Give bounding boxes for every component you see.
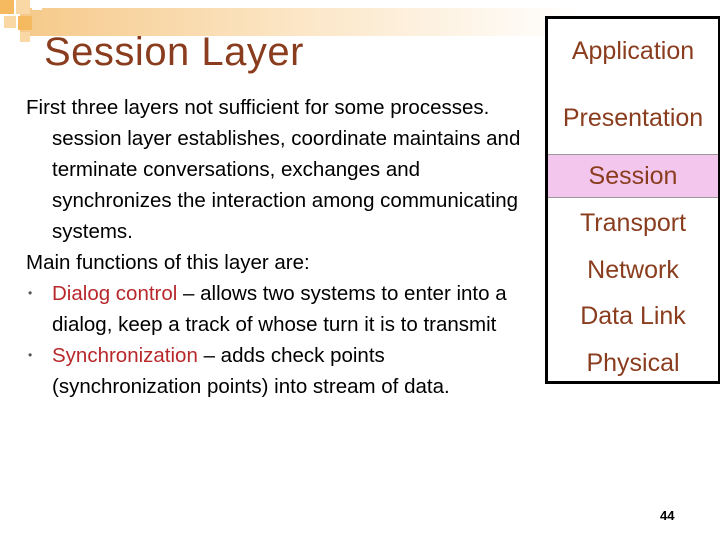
list-item [26,340,536,402]
bullet-icon: • [28,348,33,362]
layer-application: Application [571,37,695,65]
bullet-term: Dialog control [52,282,178,305]
bullet-desc: – adds check points (synchronization points) into stream of data. [52,344,450,398]
layer-presentation: Presentation [562,104,704,132]
functions-heading: Main functions of this layer are: [26,251,310,274]
decor-square [16,0,30,14]
decor-square [18,16,32,30]
slide-body [26,92,536,402]
layer-session: Session [548,154,718,198]
bullet-icon: • [28,286,33,300]
osi-layer-stack [545,16,720,384]
layer-physical: Physical [586,349,680,377]
layer-transport: Transport [579,209,687,237]
bullet-term: Synchronization [52,344,198,367]
list-item [26,278,536,340]
decor-square [0,0,14,14]
slide-title: Session Layer [44,30,304,74]
bullet-desc: – allows two systems to enter into a dialog, keep a track of whose turn it is to transmit [52,282,507,336]
layer-network: Network [587,256,679,284]
intro-paragraph: First three layers not sufficient for some processes. session layer establishes, coordinate maintains and terminate conversations, exchanges and synchronizes the interaction among communicating systems. [26,96,521,243]
decor-square [8,30,18,40]
page-number: 44 [660,508,675,523]
decor-square [20,32,30,42]
decor-square [32,0,42,10]
layer-data-link: Data Link [580,302,686,330]
decor-square [4,16,16,28]
